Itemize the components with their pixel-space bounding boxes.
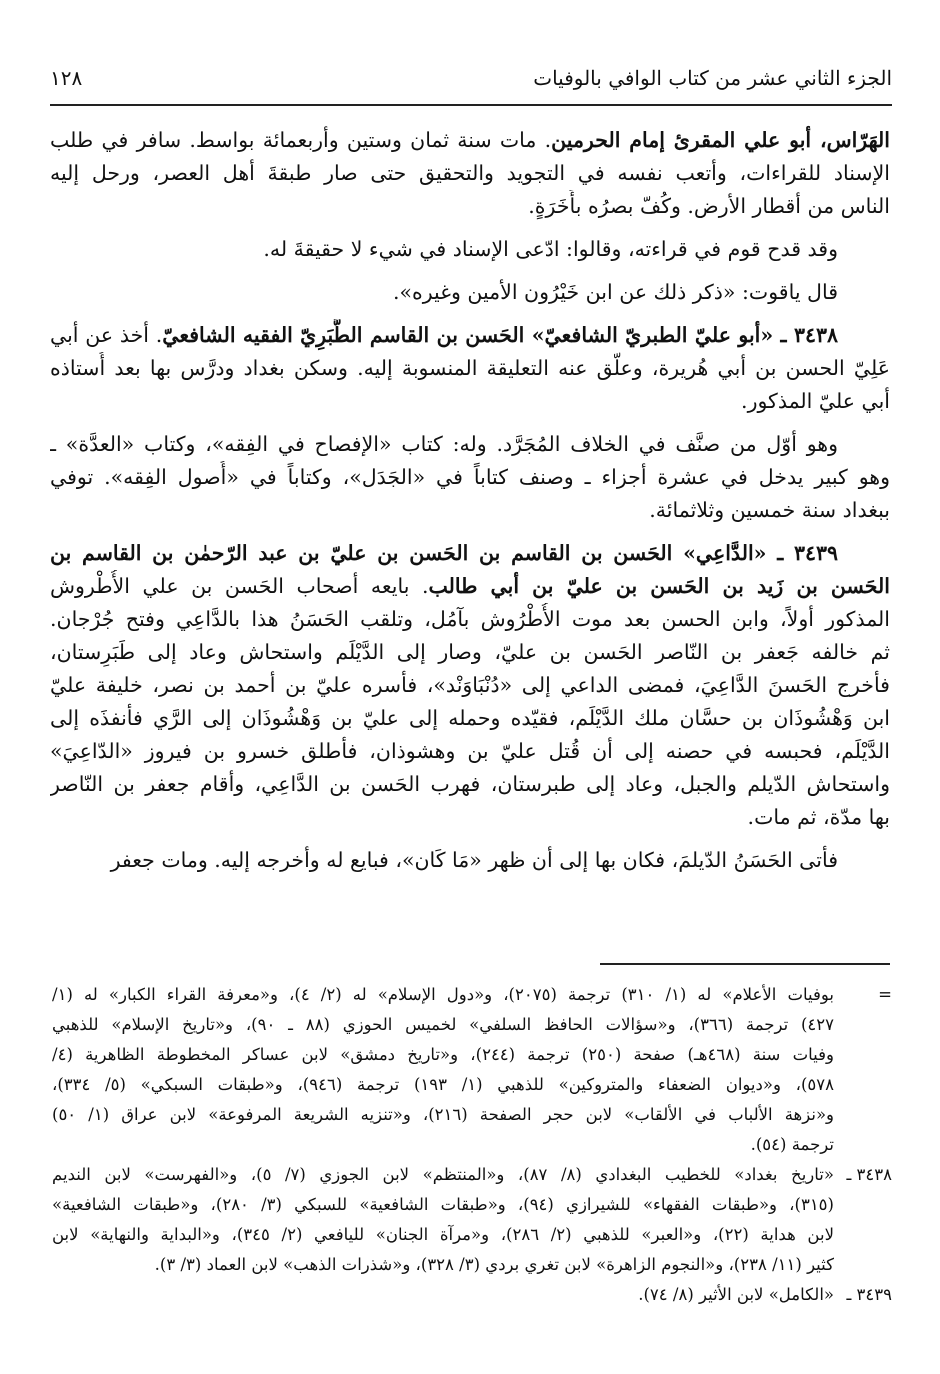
text-segment: فأتى الحَسَنُ الدّيلمَ، فكان بها إلى أن ظهر «مَا كَان»، فبايع له وأخرجه إليه. ومات جعفر (110, 848, 838, 872)
paragraph (50, 844, 890, 877)
text-segment: ابن وَهْشُوذَان بن حسَّان ملك الدَّيْلَم، فقيّده وحمله إلى عليّ بن وَهْشُوذَان إلى الرَّي فأنفذَه إلى (50, 706, 890, 730)
text-segment: وهو أوّل من صنَّف في الخلاف المُجَرَّد. وله: كتاب «الإفصاح في الفِقه»، وكتاب «العدَّة» ـ (50, 432, 838, 456)
footnote (52, 1280, 892, 1310)
text-segment: . بايعه أصحاب الحَسن بن علي الأُطْروش (50, 574, 429, 598)
footnote-line: كثير (١١/ ٢٣٨)، و«النجوم الزاهرة» لابن تغري بردي (٣/ ٣٢٨)، و«شذرات الذهب» لابن العماد (٣/ ٣). (154, 1255, 834, 1274)
text-segment: الإسناد للقراءات، وأتعب نفسه في التجويد والتحقيق حتى صار طبقةَ أهل العصر، ورحل إليه (50, 161, 890, 185)
text-line (50, 319, 890, 352)
footnote-line: «الكامل» لابن الأثير (٨/ ٧٤). (638, 1285, 834, 1304)
text-segment: واستحاش الدّيلم والجبل، وعاد إلى طبرستان، فهرب الحَسن بن الدَّاعِي، وأقام جعفر بن النّاصر (50, 772, 890, 796)
text-line (50, 768, 890, 801)
footnote-line: «تاريخ بغداد» للخطيب البغدادي (٨/ ٨٧)، و«المنتظم» لابن الجوزي (٧/ ٥)، و«الفهرست» لابن النديم (52, 1165, 834, 1184)
footnote-marker: ٣٤٣٩ ـ (846, 1285, 892, 1304)
text-line (50, 702, 890, 735)
text-segment: . مات سنة ثمان وستين وأربعمائة بواسط. سافر في طلب (50, 128, 552, 152)
page-number: ١٢٨ (50, 66, 83, 90)
main-text (50, 124, 890, 887)
text-line (50, 636, 890, 669)
text-line (50, 844, 890, 877)
text-segment: وقد قدح قوم في قراءته، وقالوا: ادّعى الإسناد في شيء لا حقيقةَ له. (263, 237, 838, 261)
text-segment: المذكور أولاً، وابن الحسن بعد موت الأُطْرُوش بآمُل، وتلقب الحَسَنُ هذا بالدَّاعِي وفتح جُرْجان. (50, 607, 890, 631)
footnote-divider (600, 963, 890, 965)
text-segment: الدَّيْلَم، فحبسه في حصنه إلى أن قُتل عليّ بن وهشوذان، فأطلق خسرو بن فيروز «الدّاعِيَ» (50, 739, 890, 763)
footnote-line: لابن هداية (٢٢)، و«العبر» للذهبي (٢/ ٢٨٦)، و«مرآة الجنان» لليافعي (٢/ ٣٤٥)، و«البداية والنهاية» لابن (52, 1225, 834, 1244)
text-line (50, 570, 890, 603)
text-segment: . أخذ عن أبي (50, 323, 163, 347)
text-line (50, 461, 890, 494)
text-segment: قال ياقوت: «ذكر ذلك عن ابن خَيْرُون الأمين وغيره». (392, 280, 838, 304)
paragraph (50, 319, 890, 418)
header-divider (50, 104, 892, 106)
footnote (52, 1160, 892, 1280)
text-line (50, 428, 890, 461)
bold-text-segment: الحَسن بن زَيد بن الحَسن بن عليّ بن أبي طالب (428, 574, 890, 598)
text-segment: أبي عليّ المذكور. (741, 389, 890, 413)
text-segment: ثم خالفه جَعفر بن النّاصر الحَسن بن عليّ، وصار إلى الدَّيْلَم واستحاش وعاد إلى طَبَرِستان، (50, 640, 890, 664)
text-line (50, 352, 890, 385)
text-line (50, 537, 890, 570)
text-line (50, 801, 890, 834)
footnote-line: ٥٧٨)، و«ديوان الضعفاء والمتروكين» للذهبي (١/ ١٩٣) ترجمة (٩٤٦)، و«طبقات السبكي» (٥/ ٣٣٤)، (52, 1075, 834, 1094)
bold-text-segment: ٣٤٣٩ ـ «الدَّاعِي» الحَسن بن القاسم بن الحَسن بن عليّ بن عبد الرّحمٰن بن القاسم بن (50, 541, 838, 565)
text-line (50, 494, 890, 527)
running-title: الجزء الثاني عشر من كتاب الوافي بالوفيات (533, 66, 892, 90)
text-segment: بها مدّة، ثم مات. (747, 805, 890, 829)
running-header (50, 62, 892, 102)
bold-text-segment: الهَرّاس، أبو علي المقرئ إمام الحرمين (551, 128, 890, 152)
text-line (50, 735, 890, 768)
paragraph (50, 428, 890, 527)
text-line (50, 669, 890, 702)
text-segment: عَلِيّ الحسن بن أبي هُريرة، وعلّق عنه التعليقة المنسوبة إليه. وسكن بغداد ودرَّس بها بعد أُستاذه (50, 356, 890, 380)
footnotes (52, 980, 892, 1310)
text-segment: الناس من أقطار الأرض. وكُفّ بصرُه بأَخَرَةٍ. (528, 194, 890, 218)
text-segment: وهو كبير يدخل في عشرة أجزاء ـ وصنف كتاباً في «الجَدَل»، وكتاباً في «أُصول الفِقه». توفي (50, 465, 890, 489)
footnote-line: و«نزهة الألباب في الألقاب» لابن حجر الصفحة (٢١٦)، و«تنزيه الشريعة المرفوعة» لابن عراق (١/ ٥٠) (52, 1105, 834, 1124)
paragraph (50, 276, 890, 309)
footnote-line: وفيات سنة (٤٦٨هـ) صفحة (٢٥٠) ترجمة (٢٤٤)، و«تاريخ دمشق» لابن عساكر المخطوطة الظاهرية (٤/ (52, 1045, 834, 1064)
paragraph (50, 537, 890, 834)
footnote-line: ٤٢٧) ترجمة (٣٦٦)، و«سؤالات الحافظ السلفي» لخميس الحوزي (٨٨ ـ ٩٠)، و«تاريخ الإسلام» للذهبي (52, 1015, 834, 1034)
text-line (50, 276, 890, 309)
footnote-line: ترجمة (٥٤). (750, 1135, 834, 1154)
text-segment: فأخرج الحَسنَ الدَّاعِيَ، فمضى الداعي إلى «دُنْبَاوَنْد»، فأسره عليّ بن أحمد بن نصر، خليفة عليّ (50, 673, 890, 697)
text-line (50, 233, 890, 266)
paragraph (50, 124, 890, 223)
footnote-marker: = (878, 985, 892, 1004)
footnote-marker: ٣٤٣٨ ـ (846, 1165, 892, 1184)
text-line (50, 603, 890, 636)
footnote (52, 980, 892, 1160)
text-line (50, 190, 890, 223)
footnote-line: بوفيات الأعلام» له (١/ ٣١٠) ترجمة (٢٠٧٥)، و«دول الإسلام» له (٢/ ٤)، و«معرفة القراء الكبار» له (١/ (52, 985, 834, 1004)
bold-text-segment: ٣٤٣٨ ـ «أبو عليّ الطبريّ الشافعيّ» الحَسن بن القاسم الطَّبَرِيّ الفقيه الشافعيّ (162, 323, 838, 347)
footnote-line: (٣١٥)، و«طبقات الفقهاء» للشيرازي (٩٤)، و«طبقات الشافعية» للسبكي (٣/ ٢٨٠)، و«طبقات الشافعية» (52, 1195, 834, 1214)
text-line (50, 124, 890, 157)
text-line (50, 385, 890, 418)
text-line (50, 157, 890, 190)
text-segment: ببغداد سنة خمسين وثلاثمائة. (649, 498, 890, 522)
paragraph (50, 233, 890, 266)
